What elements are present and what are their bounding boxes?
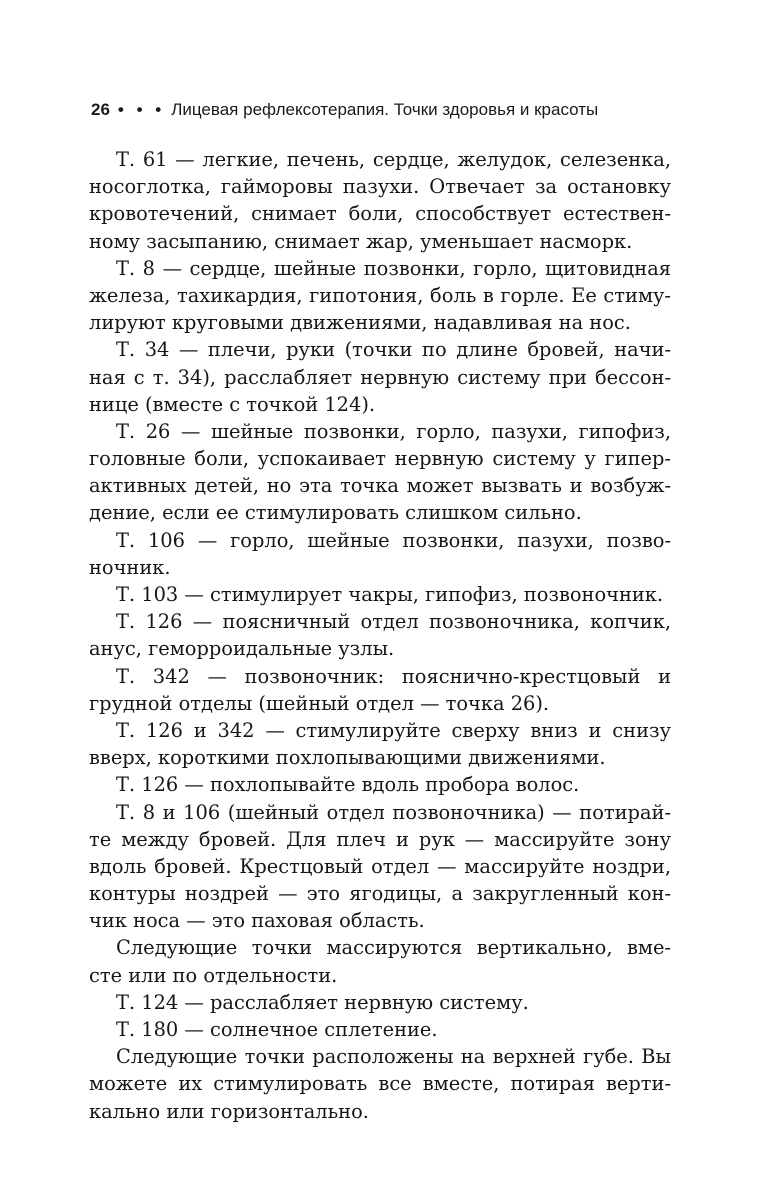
text-line: головные боли, успокаивает нервную систему у гипер- (89, 447, 671, 471)
text-line: Т. 106 — горло, шейные позвонки, пазухи, позво- (116, 528, 671, 552)
text-line: Т. 342 — позвоночник: пояснично-крестцовый и (116, 664, 671, 688)
page-number: 26 (91, 100, 110, 119)
text-line: вдоль бровей. Крестцовый отдел — массируйте ноздри, (89, 854, 671, 878)
text-line: ная с т. 34), расслабляет нервную систему при бессон- (89, 365, 671, 389)
text-line: контуры ноздрей — это ягодицы, а закругленный кон- (89, 882, 671, 906)
paragraph (89, 336, 671, 418)
body-text (89, 146, 671, 1125)
text-line: ночник. (89, 555, 171, 579)
text-line: те между бровей. Для плеч и рук — массируйте зону (89, 827, 671, 851)
text-line: кровотечений, снимает боли, способствует естествен- (89, 202, 671, 226)
text-line: Т. 126 — поясничный отдел позвоночника, копчик, (116, 610, 671, 634)
paragraph (89, 581, 671, 608)
paragraph (89, 1016, 671, 1043)
text-line: грудной отделы (шейный отдел — точка 26). (89, 691, 550, 715)
paragraph (89, 717, 671, 771)
text-line: Т. 180 — солнечное сплетение. (116, 1018, 438, 1041)
paragraph (89, 255, 671, 337)
paragraph (89, 771, 671, 798)
paragraph (89, 418, 671, 527)
text-line: Следующие точки расположены на верхней губе. Вы (116, 1045, 671, 1069)
text-line: нице (вместе с точкой 124). (89, 392, 376, 416)
text-line: Т. 103 — стимулирует чакры, гипофиз, позвоночник. (116, 583, 664, 606)
paragraph (89, 934, 671, 988)
text-line: активных детей, но эта точка может вызвать и возбуж- (89, 474, 671, 498)
text-line: чик носа — это паховая область. (89, 909, 425, 933)
book-title: Лицевая рефлексотерапия. Точки здоровья и красоты (171, 100, 599, 119)
paragraph (89, 989, 671, 1016)
paragraph (89, 608, 671, 662)
text-line: Т. 8 и 106 (шейный отдел позвоночника) — потирай- (116, 800, 671, 824)
text-line: Т. 61 — легкие, печень, сердце, желудок, селезенка, (116, 148, 671, 171)
text-line: Т. 126 — похлопывайте вдоль пробора волос. (116, 773, 580, 797)
header-separator-dots: • • • (117, 100, 166, 119)
running-header (91, 100, 598, 120)
text-line: ному засыпанию, снимает жар, уменьшает насморк. (89, 229, 633, 253)
paragraph (89, 527, 671, 581)
text-line: кально или горизонтально. (89, 1099, 369, 1123)
paragraph (89, 1043, 671, 1125)
text-line: Следующие точки массируются вертикально, вме- (116, 936, 671, 960)
text-line: Т. 34 — плечи, руки (точки по длине бровей, начи- (116, 338, 671, 362)
text-line: носоглотка, гайморовы пазухи. Отвечает за остановку (89, 175, 671, 199)
text-line: Т. 26 — шейные позвонки, горло, пазухи, гипофиз, (116, 419, 671, 443)
paragraph (89, 663, 671, 717)
text-line: анус, геморроидальные узлы. (89, 637, 395, 661)
text-line: железа, тахикардия, гипотония, боль в горле. Ее стиму- (89, 283, 671, 307)
text-line: вверх, короткими похлопывающими движениями. (89, 746, 606, 770)
text-line: сте или по отдельности. (89, 963, 338, 987)
text-line: дение, если ее стимулировать слишком сильно. (89, 501, 582, 525)
text-line: Т. 126 и 342 — стимулируйте сверху вниз и снизу (116, 718, 671, 742)
text-line: Т. 124 — расслабляет нервную систему. (116, 990, 529, 1014)
text-line: Т. 8 — сердце, шейные позвонки, горло, щитовидная (116, 256, 671, 280)
text-line: можете их стимулировать все вместе, потирая верти- (89, 1072, 671, 1096)
paragraph (89, 146, 671, 255)
paragraph (89, 799, 671, 935)
text-line: лируют круговыми движениями, надавливая на нос. (89, 311, 631, 335)
